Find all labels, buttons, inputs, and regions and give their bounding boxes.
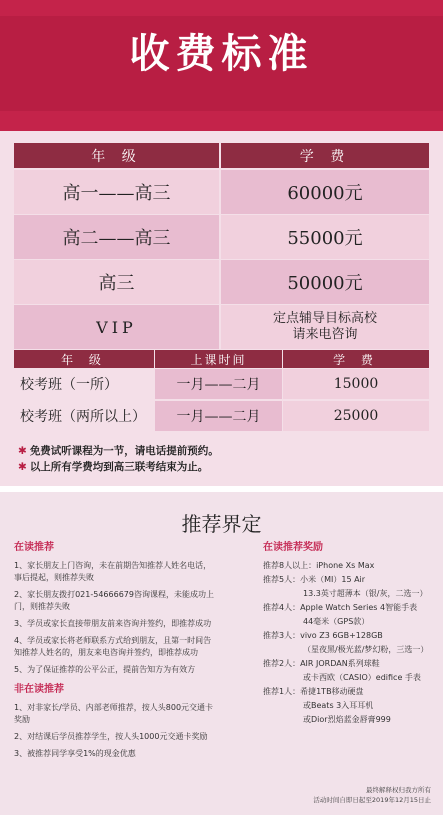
exam-class-time: 一月——二月	[155, 401, 282, 431]
star-icon: ✱	[18, 461, 27, 473]
exam-time-header: 上课时间	[155, 350, 282, 368]
reward-item: 44毫米（GPS款）	[303, 617, 370, 626]
exam-class-fee: 15000	[283, 369, 429, 399]
rule-item: 1、家长朋友上门咨询，未在前期告知推荐人姓名电话，事后提起，则推荐失败	[14, 561, 212, 582]
reward-item: 或Beats 3入耳耳机	[303, 701, 374, 710]
rule-item: 2、家长朋友拨打021-54666679咨询课程，未能成功上门，则推荐失败	[14, 590, 214, 611]
reward-item: 推荐8人以上：iPhone Xs Max	[263, 561, 375, 570]
reward-heading: 在读推荐奖励	[263, 542, 323, 553]
exam-fee-header: 学 费	[283, 350, 429, 368]
current-recommend-heading: 在读推荐	[14, 542, 54, 553]
rule-item: 5、为了保证推荐的公平公正，提前告知方为有效方	[14, 665, 196, 674]
note-item	[18, 443, 219, 459]
footer-line: 最终解释权归我方所有	[366, 786, 431, 794]
reward-item: （星夜黑/极光蓝/梦幻粉，三选一）	[303, 645, 429, 654]
current-recommend-column	[14, 542, 214, 765]
page-title: 收费标准	[129, 31, 314, 77]
vip-fee-line2: 请来电咨询	[292, 327, 358, 342]
grade-cell: 高三	[14, 260, 219, 304]
star-icon: ✱	[18, 445, 27, 457]
rule-item: 2、对结课后学员推荐学生，按人头1000元交通卡奖励	[14, 732, 208, 741]
reward-item: 13.3英寸超薄本（银/灰，二选一）	[303, 589, 428, 598]
footer-note	[313, 785, 431, 805]
fee-cell: 60000元	[221, 170, 429, 214]
reward-item: 推荐2人：AIR JORDAN系列球鞋	[263, 659, 380, 668]
grade-cell-vip: VIP	[14, 305, 219, 349]
reward-item: 推荐1人：希捷1TB移动硬盘	[263, 687, 364, 696]
exam-grade-header: 年 级	[14, 350, 154, 368]
rule-item: 3、被推荐同学享受1%的现金优惠	[14, 749, 136, 758]
note-text: 免费试听课程为一节，请电话提前预约。	[29, 445, 219, 457]
reward-item: 或Dior烈焰蓝金唇膏999	[303, 715, 391, 724]
reward-item: 推荐5人：小米（MI）15 Air	[263, 575, 366, 584]
exam-class-name: 校考班（两所以上）	[20, 409, 146, 425]
exam-class-fee: 25000	[283, 401, 429, 431]
rule-item: 1、对非家长/学员、内部老师推荐，按人头800元交通卡奖励	[14, 703, 214, 724]
recommend-title: 推荐界定	[181, 512, 262, 536]
grade-cell: 高一——高三	[14, 170, 219, 214]
notes	[18, 443, 219, 475]
vip-fee-line1: 定点辅导目标高校	[272, 311, 377, 326]
fee-cell-vip	[221, 305, 429, 349]
grade-header: 年 级	[14, 143, 219, 168]
exam-class-name: 校考班（一所）	[20, 377, 118, 393]
note-text: 以上所有学费均到高三联考结束为止。	[29, 461, 209, 473]
exam-class-time: 一月——二月	[155, 369, 282, 399]
grade-cell: 高二——高三	[14, 215, 219, 259]
fee-cell: 55000元	[221, 215, 429, 259]
reward-column	[263, 542, 438, 728]
reward-item: 推荐3人：vivo Z3 6GB+128GB	[263, 631, 383, 640]
fee-cell: 50000元	[221, 260, 429, 304]
rule-item: 3、学员或家长直接带朋友前来咨询并签约，即推荐成功	[14, 619, 212, 628]
reward-item: 推荐4人：Apple Watch Series 4智能手表	[263, 603, 418, 612]
footer-line: 活动时间自即日起至2019年12月15日止	[313, 796, 431, 804]
reward-item: 或卡西欧（CASIO）edifice 手表	[303, 673, 421, 682]
fee-header: 学 费	[221, 143, 429, 168]
non-recommend-heading: 非在读推荐	[14, 684, 64, 695]
rule-item: 4、学员或家长将老师联系方式给到朋友，且第一时间告知推荐人姓名的，朋友来电咨询并签约，即推荐成功	[14, 636, 212, 657]
note-item	[18, 459, 219, 475]
